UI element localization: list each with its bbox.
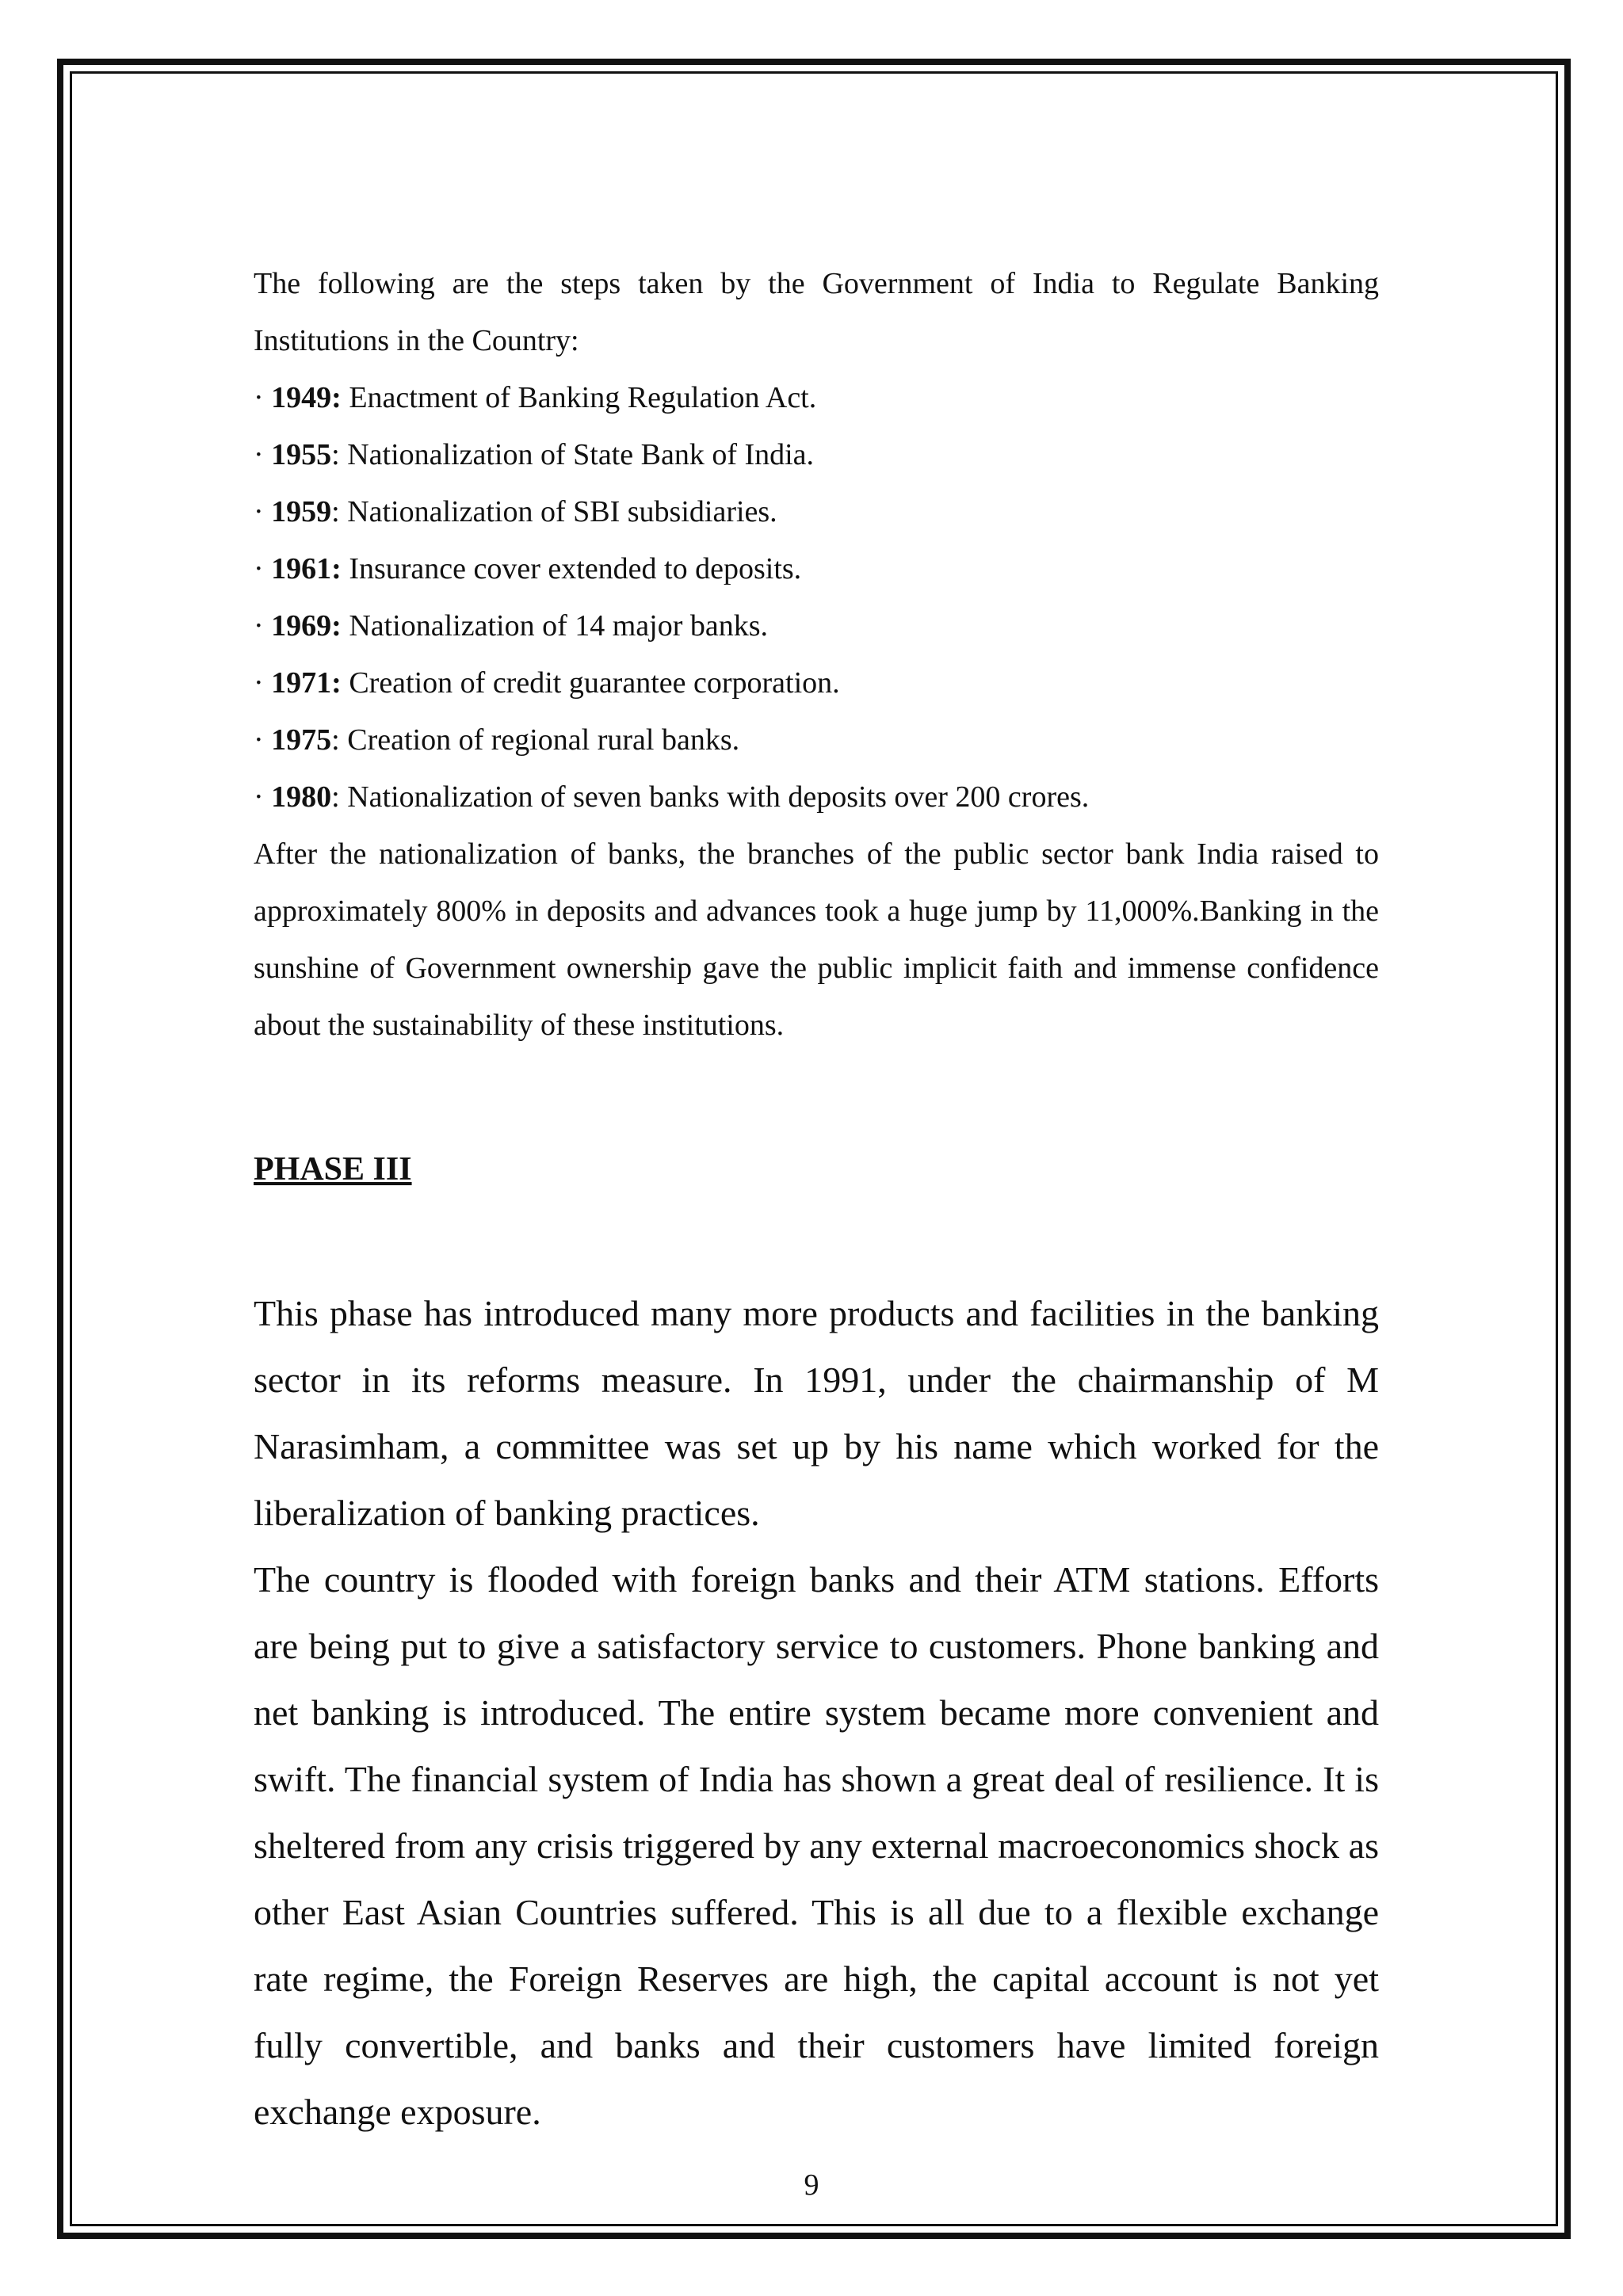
step-year: 1949: — [271, 381, 342, 414]
phase-iii-paragraph-2: The country is flooded with foreign banks and their ATM stations. Efforts are being put to give a satisfactory service to customers. Phone banking and net banking is introduced. The entire system became more convenient and swift. The financial system of India has shown a great deal of resilience. It is sheltered from any crisis triggered by any external macroeconomics shock as other East Asian Countries suffered. This is all due to a flexible exchange rate regime, the Foreign Reserves are high, the capital account is not yet fully convertible, and banks and their customers have limited foreign exchange exposure. — [254, 1559, 1379, 2132]
list-item: · 1971: Creation of credit guarantee corporation. — [254, 666, 840, 700]
step-description: Creation of credit guarantee corporation. — [341, 666, 840, 700]
phase-iii-heading: PHASE III — [254, 1151, 412, 1188]
phase-iii-paragraph-1: This phase has introduced many more products and facilities in the banking sector in its reforms measure. In 1991, under the chairmanship of M Narasimham, a committee was set up by his name which worked for the liberalization of banking practices. — [254, 1293, 1379, 1533]
page-content — [254, 255, 1379, 2145]
step-description: Creation of regional rural banks. — [339, 723, 740, 757]
intro-paragraph: The following are the steps taken by the Government of India to Regulate Banking Institutions in the Country: — [254, 267, 1379, 357]
list-item: · 1980: Nationalization of seven banks with deposits over 200 crores. — [254, 780, 1090, 814]
step-year: 1969: — [271, 609, 342, 643]
step-year: 1955 — [271, 438, 332, 471]
step-description: Insurance cover extended to deposits. — [341, 552, 802, 585]
step-description: Enactment of Banking Regulation Act. — [341, 381, 817, 414]
step-year: 1971: — [271, 666, 342, 700]
list-item: · 1955: Nationalization of State Bank of India. — [254, 438, 815, 471]
regulation-steps-list — [254, 369, 1379, 826]
after-nationalization-paragraph: After the nationalization of banks, the branches of the public sector bank India raised to approximately 800% in deposits and advances took a huge jump by 11,000%.Banking in the sunshine of Government ownership gave the public implicit faith and immense confidence about the sustainability of these institutions. — [254, 837, 1379, 1042]
step-description: Nationalization of seven banks with deposits over 200 crores. — [339, 780, 1090, 814]
step-description: Nationalization of 14 major banks. — [341, 609, 769, 643]
step-year: 1975 — [271, 723, 332, 757]
step-year: 1980 — [271, 780, 332, 814]
step-description: Nationalization of SBI subsidiaries. — [339, 495, 777, 528]
list-item: · 1961: Insurance cover extended to deposits. — [254, 552, 802, 585]
step-year: 1959 — [271, 495, 332, 528]
list-item: · 1959: Nationalization of SBI subsidiaries. — [254, 495, 777, 528]
list-item: · 1975: Creation of regional rural banks. — [254, 723, 740, 757]
step-year: 1961: — [271, 552, 342, 585]
page-number: 9 — [804, 2168, 819, 2202]
list-item: · 1969: Nationalization of 14 major banks. — [254, 609, 769, 643]
step-description: Nationalization of State Bank of India. — [339, 438, 815, 471]
list-item: · 1949: Enactment of Banking Regulation Act. — [254, 381, 817, 414]
